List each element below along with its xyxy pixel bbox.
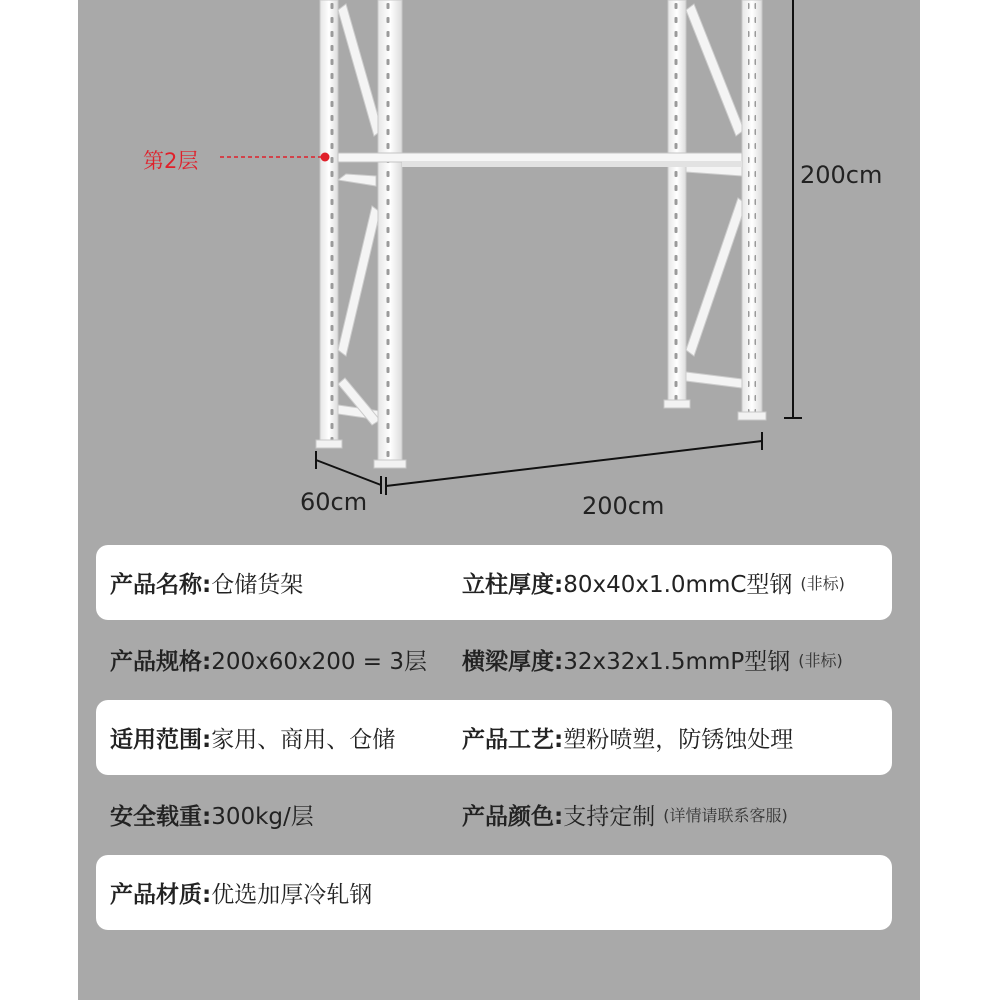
spec-product-name [110,545,303,620]
spec-key: 适用范围: [110,727,212,753]
spec-row-3 [96,700,892,775]
width-dimension-line [386,432,762,495]
spec-key: 产品工艺: [462,727,564,753]
spec-key: 横梁厚度: [462,649,564,675]
spec-usage [110,700,395,775]
right-side-bracing [686,4,746,388]
height-dimension-line [784,0,802,418]
upright-front-right [738,0,766,420]
upright-front-left [374,0,406,468]
spec-key: 立柱厚度: [462,572,564,598]
spec-key: 产品材质: [110,882,212,908]
width-label: 200cm [582,492,665,520]
spec-value: 32x32x1.5mmP型钢 [563,649,791,675]
spec-material [110,855,372,930]
spec-value: 仓储货架 [211,572,304,598]
spec-value: 家用、商用、仓储 [211,727,396,753]
spec-value: 200x60x200 = 3层 [211,649,428,675]
spec-value: 300kg/层 [211,804,314,830]
spec-row-1 [96,545,892,620]
depth-label: 60cm [300,488,368,516]
spec-key: 产品颜色: [462,804,564,830]
spec-note: (非标) [800,574,845,593]
spec-row-5 [96,855,892,930]
spec-key: 产品名称: [110,572,212,598]
upright-back-right [664,0,690,408]
spec-note: (非标) [798,651,843,670]
spec-key: 产品规格: [110,649,212,675]
spec-upright-thickness [462,545,845,620]
spec-row-2 [96,622,892,697]
spec-product-size [110,622,427,697]
layer-pointer [220,153,330,162]
spec-value: 80x40x1.0mmC型钢 [563,572,793,598]
spec-load [110,777,314,852]
upright-back-left [316,0,342,448]
spec-process [462,700,793,775]
left-side-bracing [338,4,382,425]
layer-label: 第2层 [143,149,199,173]
height-label: 200cm [800,161,883,189]
spec-row-4 [96,777,892,852]
spec-color [462,777,788,852]
spec-value: 优选加厚冷轧钢 [211,882,373,908]
spec-note: (详情请联系客服) [663,806,788,825]
spec-value: 塑粉喷塑，防锈蚀处理 [563,727,794,753]
spec-key: 安全载重: [110,804,212,830]
spec-beam-thickness [462,622,843,697]
spec-value: 支持定制 [563,804,656,830]
